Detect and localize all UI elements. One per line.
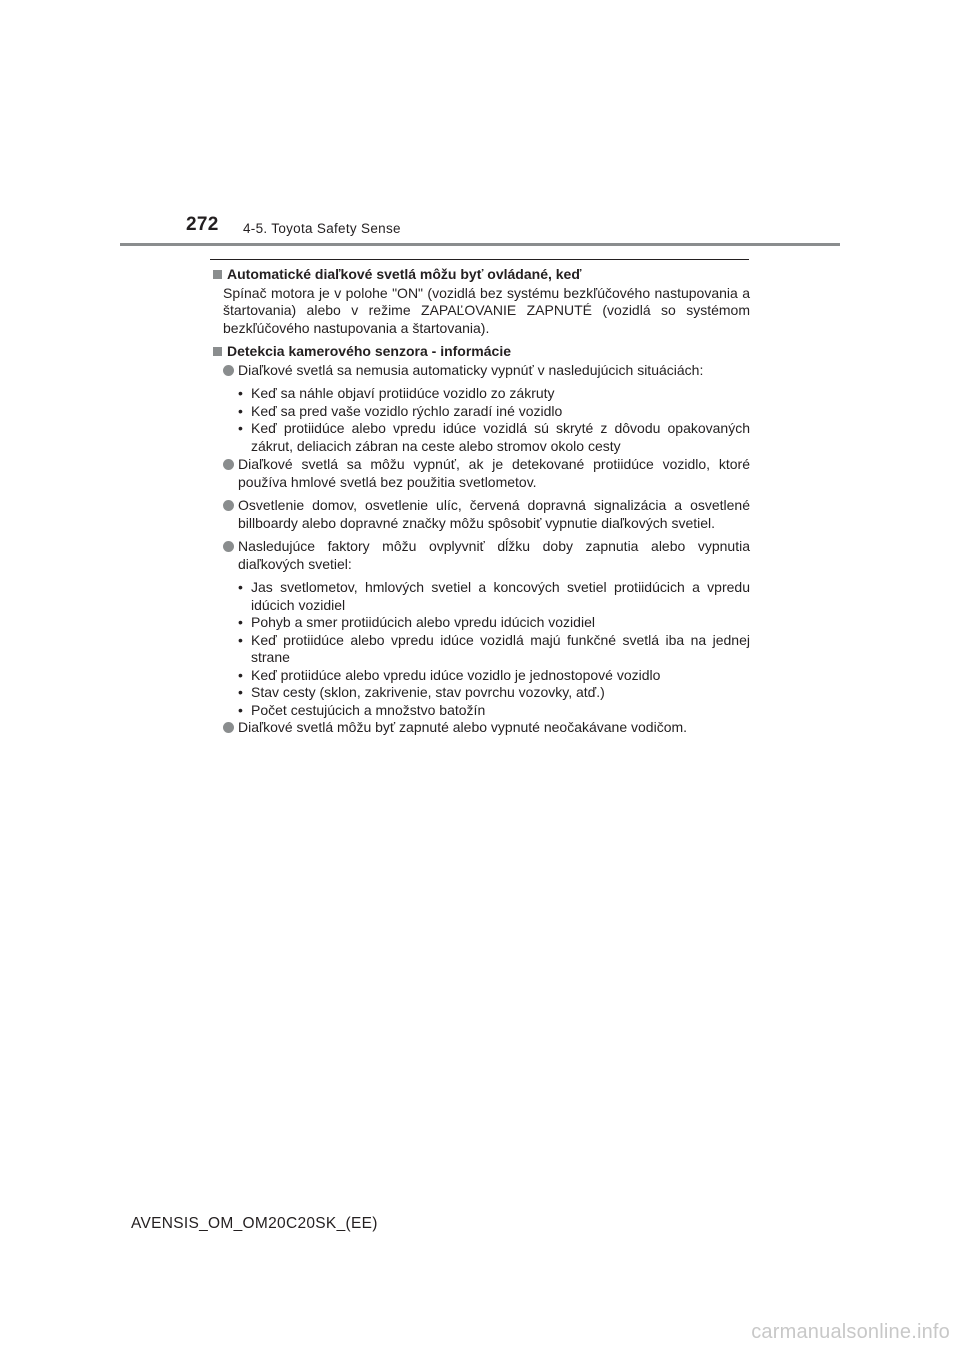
sub-list-item-text: Keď sa pred vaše vozidlo rýchlo zaradí iné vozidlo: [251, 402, 563, 419]
sub-list-item: [238, 702, 750, 720]
sub-list-item-text: Keď protiidúce alebo vpredu idúce vozidlá sú skryté z dôvodu opakovaných zákrut, deliacich zábran na ceste alebo stromov okolo cesty: [251, 420, 750, 454]
gray-dot-icon: [223, 722, 234, 733]
content-body: [210, 266, 750, 743]
sub-list: [238, 385, 750, 455]
sub-list-item-text: Keď protiidúce alebo vpredu idúce vozidlá majú funkčné svetlá iba na jednej strane: [251, 631, 750, 665]
gray-square-icon: [213, 270, 222, 279]
sub-list-item: [238, 385, 750, 403]
sub-list: [238, 579, 750, 719]
sub-list-item-text: Stav cesty (sklon, zakrivenie, stav povrchu vozovky, atď.): [251, 684, 605, 700]
bullet-item: [223, 538, 750, 573]
bullet-mark: •: [238, 614, 243, 630]
document-code: AVENSIS_OM_OM20C20SK_(EE): [131, 1215, 378, 1232]
gray-dot-icon: [223, 365, 234, 376]
sub-list-item: [238, 667, 750, 685]
sub-list-item-text: Pohyb a smer protiidúcich alebo vpredu idúcich vozidiel: [251, 614, 595, 630]
sub-list-item: [238, 403, 750, 421]
bullet-mark: •: [238, 420, 243, 436]
sub-list-item: [238, 632, 750, 667]
bullet-mark: •: [238, 631, 243, 648]
bullet-item: [223, 719, 750, 737]
bullet-item: [223, 497, 750, 532]
content-top-rule: [210, 259, 749, 260]
gray-dot-icon: [223, 459, 234, 470]
bullet-text: Osvetlenie domov, osvetlenie ulíc, červená dopravná signalizácia a osvetlené billboardy alebo dopravné značky môžu spôsobiť vypnutie diaľkových svetiel.: [238, 497, 750, 531]
gray-square-icon: [213, 347, 222, 356]
bullet-text: Diaľkové svetlá sa nemusia automaticky vypnúť v nasledujúcich situáciách:: [238, 361, 704, 378]
section-heading-text: Automatické diaľkové svetlá môžu byť ovládané, keď: [227, 266, 582, 282]
bullet-item: [223, 362, 750, 380]
gray-dot-icon: [223, 541, 234, 552]
section-title: 4-5. Toyota Safety Sense: [243, 221, 401, 236]
bullet-text: Diaľkové svetlá môžu byť zapnuté alebo vypnuté neočakávane vodičom.: [238, 719, 688, 735]
sub-list-item: [238, 420, 750, 455]
bullet-text: Diaľkové svetlá sa môžu vypnúť, ak je detekované protiidúce vozidlo, ktoré používa hmlové svetlá bez použitia svetlometov.: [238, 456, 750, 490]
bullet-mark: •: [238, 684, 243, 700]
sub-list-item: [238, 684, 750, 702]
page-number: 272: [186, 214, 219, 235]
bullet-mark: •: [238, 402, 243, 419]
sub-list-item-text: Keď sa náhle objaví protiidúce vozidlo zo zákruty: [251, 385, 555, 401]
header-rule: [120, 243, 840, 246]
sub-list-item: [238, 579, 750, 614]
sub-list-item-text: Jas svetlometov, hmlových svetiel a koncových svetiel protiidúcich a vpredu idúcich vozidiel: [251, 579, 750, 613]
section-heading-text: Detekcia kamerového senzora - informácie: [227, 343, 512, 359]
sub-list-item: [238, 614, 750, 632]
sub-list-item-text: Počet cestujúcich a množstvo batožín: [251, 701, 486, 718]
bullet-item: [223, 456, 750, 491]
watermark: carmanualsonline.info: [751, 1321, 950, 1343]
bullet-mark: •: [238, 579, 243, 595]
section-heading: [210, 266, 750, 284]
section-heading: [210, 343, 750, 361]
bullet-text: Nasledujúce faktory môžu ovplyvniť dĺžku doby zapnutia alebo vypnutia diaľkových svetiel:: [238, 538, 750, 572]
sub-list-item-text: Keď protiidúce alebo vpredu idúce vozidlo je jednostopové vozidlo: [251, 666, 661, 683]
bullet-mark: •: [238, 666, 243, 683]
bullet-mark: •: [238, 385, 243, 401]
gray-dot-icon: [223, 500, 234, 511]
bullet-mark: •: [238, 701, 243, 718]
section-paragraph: Spínač motora je v polohe "ON" (vozidlá bez systému bezkľúčového nastupovania a štartovania) alebo v režime ZAPAĽOVANIE ZAPNUTÉ (vozidlá so systémom bezkľúčového nastupovania a štartovania).: [223, 284, 750, 336]
